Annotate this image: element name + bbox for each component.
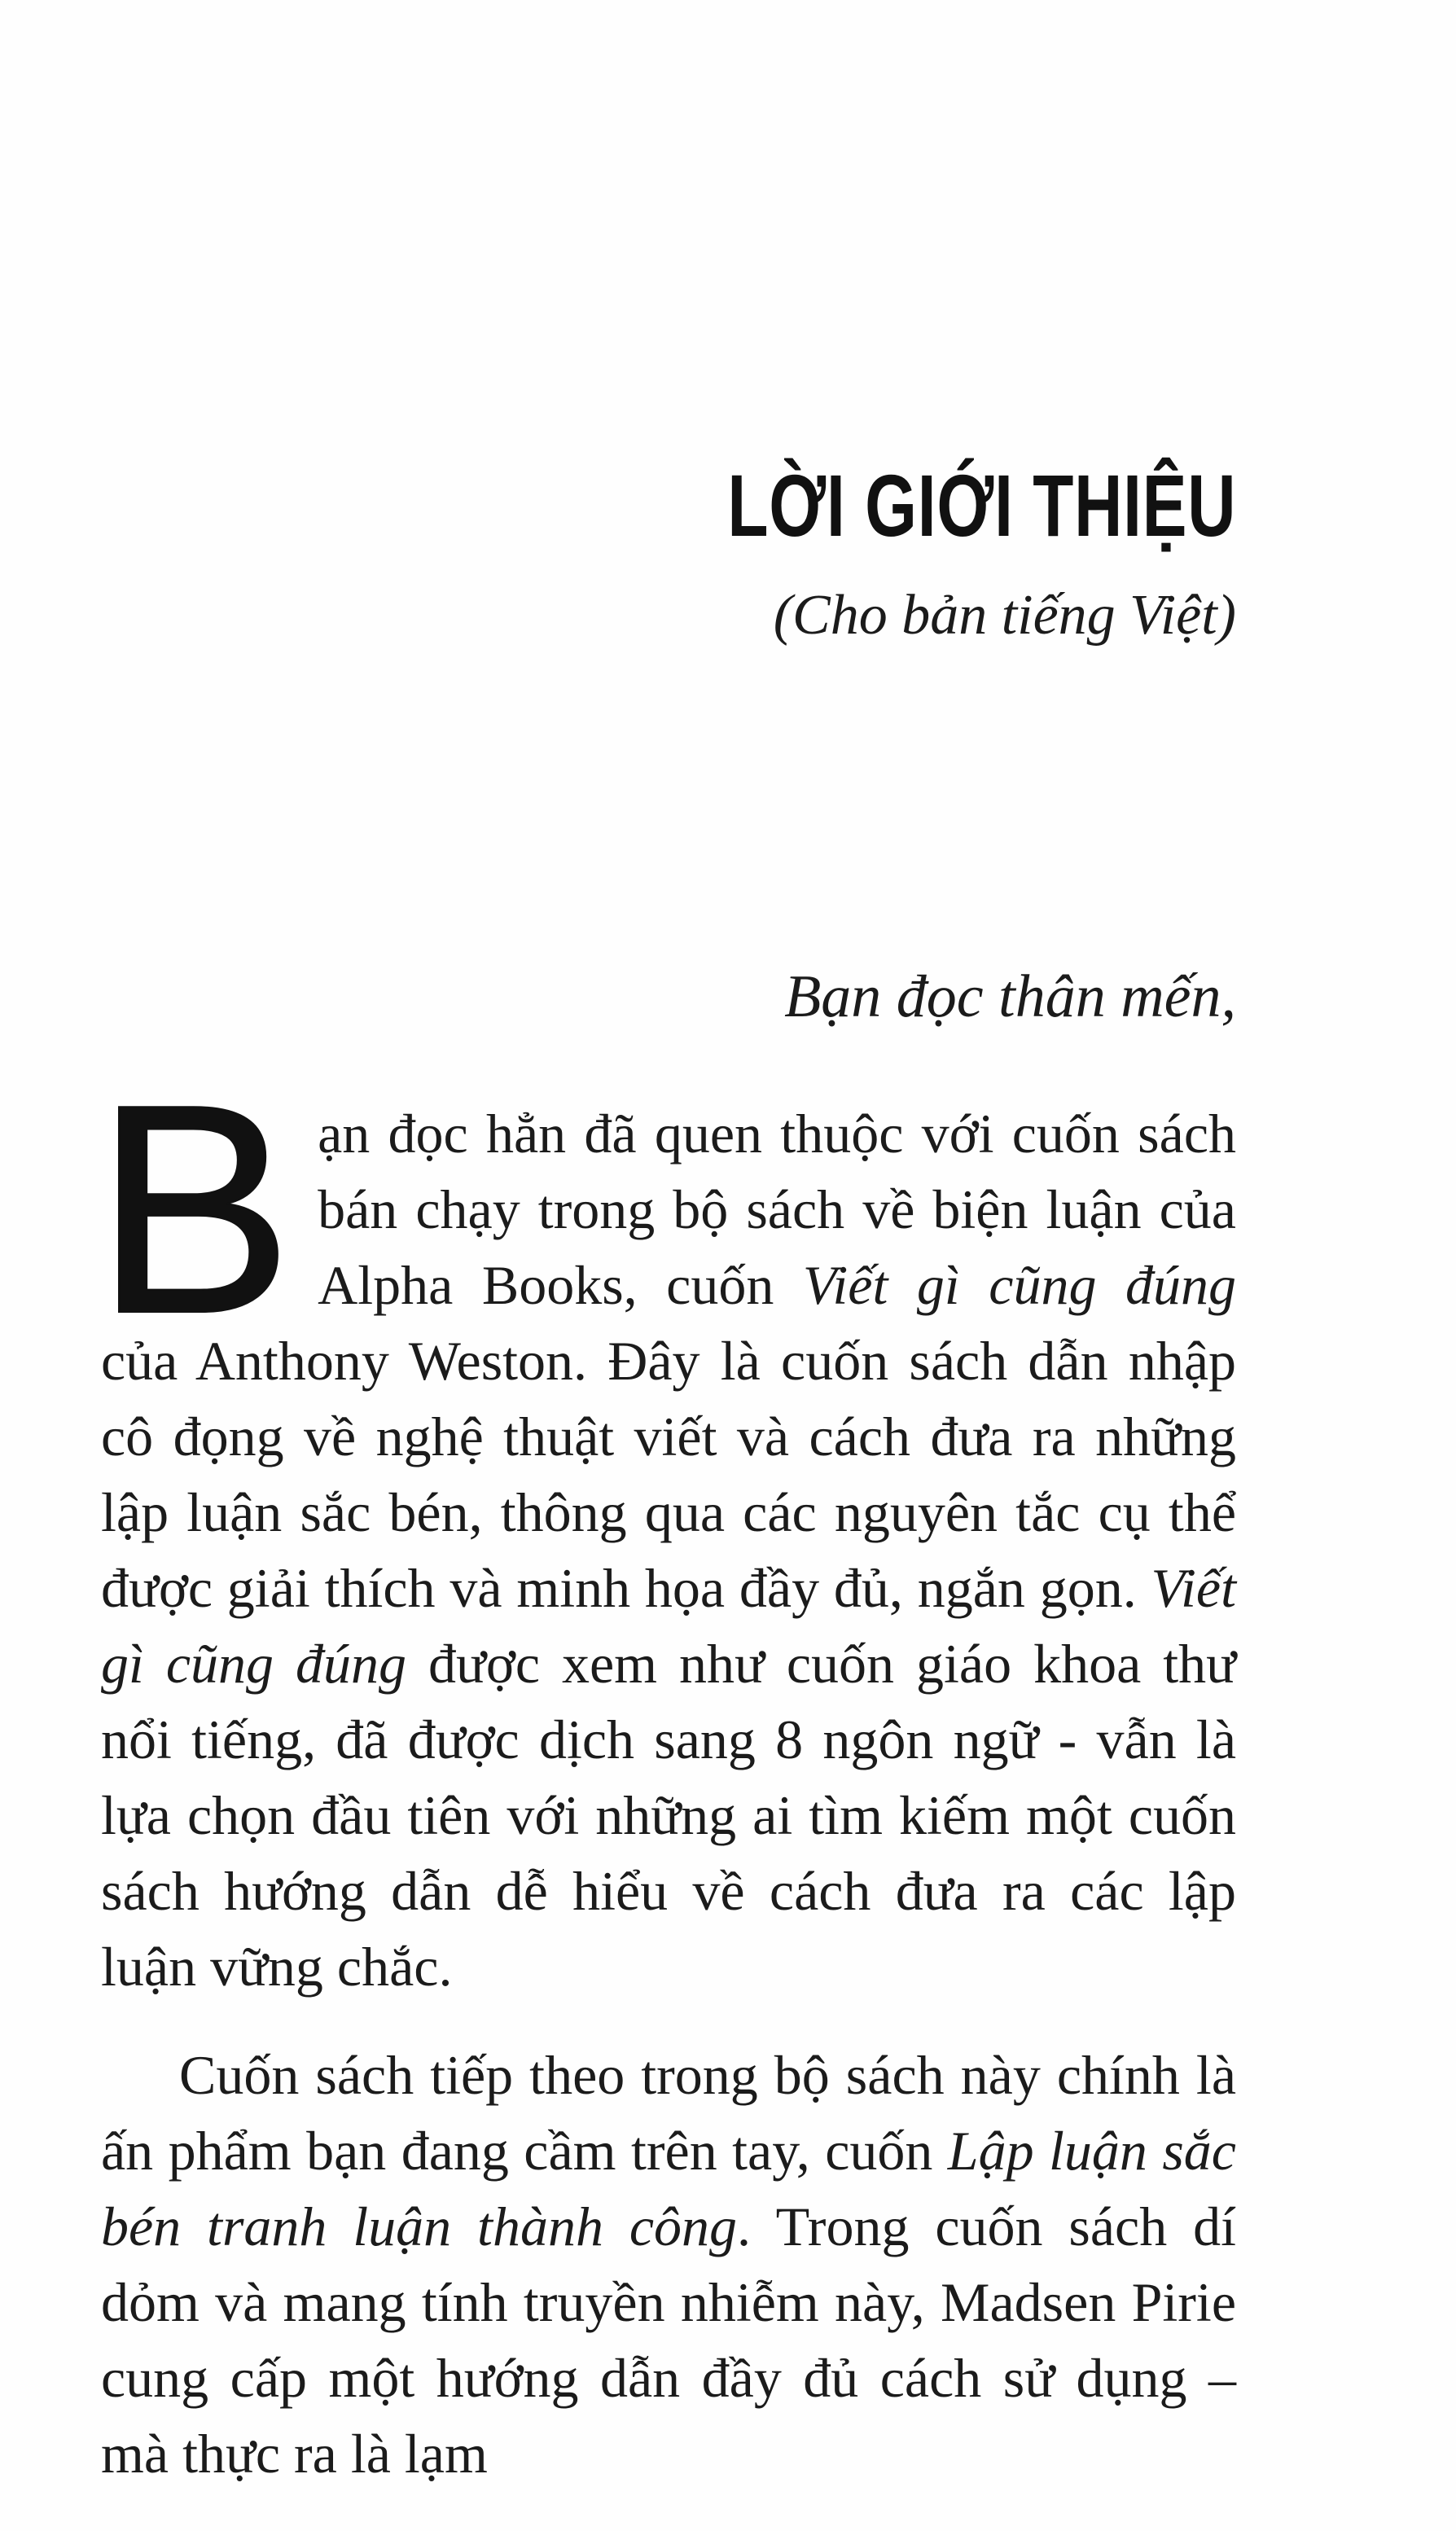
paragraph-2-text-2: . Trong cuốn sách dí dỏm và mang tính truyền nhiễm này, Madsen Pirie cung cấp một hướng dẫn đầy đủ cách sử dụng – mà thực ra là lạm bbox=[101, 2195, 1236, 2485]
book-title-italic-2: Viết gì cũng đúng bbox=[101, 1557, 1236, 1695]
book-title-italic-3: Lập luận sắc bén tranh luận thành công bbox=[101, 2120, 1236, 2257]
chapter-title: LỜI GIỚI THIỆU bbox=[727, 456, 1236, 555]
paragraph-1-text-2: của Anthony Weston. Đây là cuốn sách dẫn nhập cô đọng về nghệ thuật viết và cách đưa ra những lập luận sắc bén, thông qua các nguyên tắc cụ thể được giải thích và minh họa đầy đủ, ngắn gọn. bbox=[101, 1330, 1236, 1619]
paragraph-1 bbox=[94, 1042, 1236, 2005]
paragraph-2 bbox=[101, 2038, 1236, 2492]
paragraph-2-text-1: Cuốn sách tiếp theo trong bộ sách này chính là ấn phẩm bạn đang cầm trên tay, cuốn bbox=[101, 2044, 1236, 2182]
paragraph-1-text-1: ạn đọc hẳn đã quen thuộc với cuốn sách bán chạy trong bộ sách về biện luận của Alpha Books, cuốn bbox=[318, 1103, 1236, 1316]
salutation: Bạn đọc thân mến, bbox=[784, 963, 1236, 1030]
chapter-subtitle: (Cho bản tiếng Việt) bbox=[773, 584, 1236, 647]
drop-cap: B bbox=[94, 1042, 294, 1375]
book-title-italic-1: Viết gì cũng đúng bbox=[802, 1254, 1236, 1316]
body-text bbox=[94, 1042, 1236, 2492]
paragraph-1-text-3: được xem như cuốn giáo khoa thư nổi tiếng, đã được dịch sang 8 ngôn ngữ - vẫn là lựa chọn đầu tiên với những ai tìm kiếm một cuốn sách hướng dẫn dễ hiểu về cách đưa ra các lập luận vững chắc. bbox=[101, 1633, 1236, 1998]
